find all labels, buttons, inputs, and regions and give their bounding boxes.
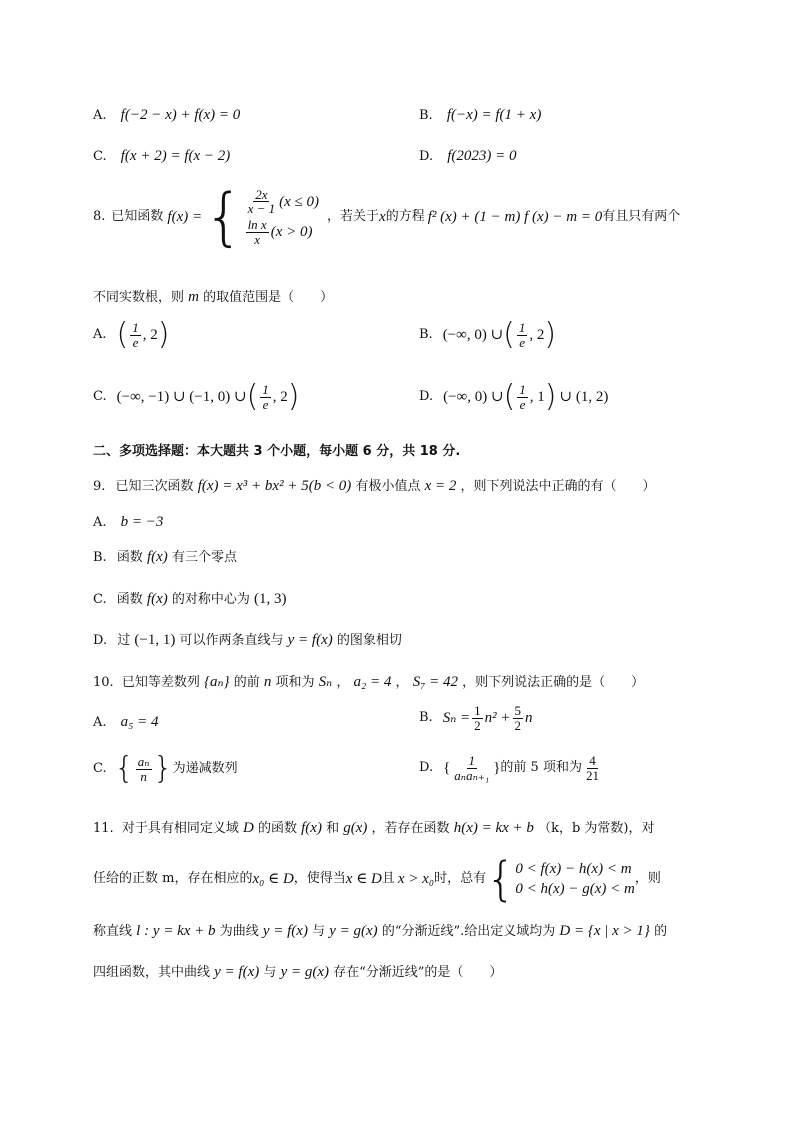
expression: y = g(x): [280, 964, 329, 980]
q9-stem: [93, 476, 656, 496]
fraction: $\frac{\text{aₙ}}{n}$: [137, 753, 150, 784]
fraction: $\frac{1}{e}$: [262, 381, 269, 412]
brace-icon: {: [443, 760, 451, 777]
interval-rest: , 2: [529, 326, 545, 343]
interval-prefix: (−∞, 0) ∪: [442, 326, 504, 343]
paren-close: ): [287, 379, 300, 414]
option-expr: f(−x) = f(1 + x): [446, 107, 542, 123]
option-label: C.: [93, 389, 107, 405]
stem-text: 项和为: [275, 675, 315, 690]
expression: y = f(x): [262, 923, 308, 939]
stem-text: （k，b 为常数)，对: [538, 821, 655, 836]
stem-text: ，则下列说法正确的是（ ）: [462, 675, 645, 690]
stem-text: 的函数: [257, 821, 297, 836]
option-expr: a₅ = 4: [120, 714, 159, 730]
stem-text: 的“分渐近线”.给出定义域均为: [381, 924, 556, 939]
option-text: 过: [117, 633, 131, 648]
stem-text: ，若关于: [327, 209, 380, 225]
fraction: $\frac{5}{2}$: [514, 703, 522, 733]
expression: x = 2: [424, 478, 457, 494]
option-expr: b = −3: [120, 514, 164, 530]
brace-icon: }: [153, 751, 173, 786]
interval-rest: , 2: [272, 388, 288, 405]
option-label: B.: [93, 550, 107, 565]
interval-rest: , 1: [529, 388, 545, 405]
expression: {aₙ}: [203, 674, 230, 690]
option-label: B.: [419, 710, 433, 726]
inequality-system: [515, 859, 635, 900]
fraction: $\frac{1}{e}$: [132, 319, 139, 350]
option-text: 为递减数列: [172, 761, 238, 777]
inequality: 0 < h(x) − g(x) < m: [515, 881, 635, 897]
q9-option-b: [93, 547, 237, 567]
option-text: 可以作两条直线与: [179, 633, 284, 648]
paren-open: (: [503, 317, 515, 352]
inequality: 0 < f(x) − h(x) < m: [515, 860, 632, 877]
option-text: 函数: [116, 592, 143, 607]
expression: y = f(x): [214, 964, 260, 980]
option-text: 函数: [116, 550, 143, 565]
question-number: 9.: [93, 479, 106, 494]
stem-text: 为曲线: [219, 924, 259, 939]
stem-text: 和: [326, 821, 340, 836]
stem-text: 有且只有两个: [602, 209, 681, 225]
interval-suffix: ∪ (1, 2): [559, 388, 609, 405]
stem-text: ，使得当: [293, 871, 346, 887]
expression: x₀ ∈ D: [252, 870, 294, 887]
stem-text: 与: [263, 965, 277, 980]
q7-option-a: [93, 105, 240, 125]
stem-text: 有极小值点: [355, 479, 421, 494]
condition: (x > 0): [270, 224, 313, 241]
expression: x ∈ D: [345, 870, 382, 887]
stem-text: 对于具有相同定义域: [121, 821, 239, 836]
brace-icon: {: [204, 180, 244, 253]
stem-text: 已知三次函数: [115, 479, 194, 494]
expression: S₇ = 42: [412, 674, 459, 690]
expression: l : y = kx + b: [136, 923, 216, 939]
expression: f(x): [301, 820, 322, 836]
q10-option-a: [93, 712, 159, 732]
stem-text: ，则下列说法中正确的有（ ）: [460, 479, 656, 494]
punct: ，: [395, 675, 409, 690]
paren-open: (: [246, 379, 259, 414]
condition: (x ≤ 0): [279, 193, 319, 210]
q11-line-4: [93, 962, 502, 982]
paren-open: (: [503, 379, 516, 414]
q8-option-d: [419, 379, 609, 414]
option-expr: f(x + 2) = f(x − 2): [120, 148, 231, 164]
option-text: 的前 5 项和为: [500, 760, 582, 776]
case-2: [244, 218, 319, 246]
q10-stem: [93, 672, 644, 692]
q9-option-c: [93, 589, 287, 609]
stem-text: 四组函数，其中曲线: [93, 965, 211, 980]
q7-option-d: [419, 146, 517, 166]
paren-close: ): [544, 317, 557, 352]
q11-line-3: [93, 921, 667, 941]
q8-option-a: [93, 317, 170, 352]
stem-text: 的方程: [385, 209, 425, 225]
option-text: 的对称中心为: [171, 592, 250, 607]
case-1: [244, 188, 319, 216]
paren-close: ): [544, 379, 557, 414]
fraction: $\frac{4}{21}$: [585, 753, 599, 783]
expression: y = f(x): [287, 632, 333, 648]
variable: D: [242, 820, 254, 836]
option-text: 的图象相切: [336, 633, 402, 648]
fraction: $\frac{\text{ln x}}{x}$: [247, 217, 267, 247]
stem-text: 称直线: [93, 924, 133, 939]
q9-option-a: [93, 512, 163, 532]
expression: y = g(x): [329, 923, 378, 939]
interval-rest: , 2: [142, 326, 158, 343]
expression: n: [525, 710, 533, 727]
expression: x > x₀: [397, 870, 435, 887]
expression: f(x): [146, 549, 168, 565]
stem-text: 不同实数根，则: [93, 290, 185, 305]
stem-text: ，若存在函数: [371, 821, 450, 836]
expression: h(x) = kx + b: [453, 820, 534, 836]
q8-stem: [93, 180, 681, 253]
option-expr: f(−2 − x) + f(x) = 0: [120, 107, 241, 123]
variable: m: [188, 289, 199, 305]
q10-option-d: [419, 754, 603, 782]
expression: (−1, 1): [134, 632, 176, 648]
option-label: B.: [419, 327, 433, 343]
q11-line-2: [93, 852, 661, 906]
stem-text: 任给的正数 m，存在相应的: [93, 871, 253, 887]
option-label: D.: [419, 389, 434, 405]
expression: f(x) = x³ + bx² + 5(b < 0): [197, 478, 352, 494]
option-label: D.: [93, 633, 108, 648]
expression: f(x): [146, 591, 168, 607]
stem-text: 已知等差数列: [121, 675, 200, 690]
stem-text: 已知函数: [111, 209, 164, 225]
brace-icon: }: [493, 760, 501, 777]
variable: x: [379, 208, 386, 225]
option-label: A.: [93, 327, 107, 343]
q7-option-c: [93, 146, 230, 166]
function-name: f(x) =: [167, 208, 203, 225]
q8-option-b: [419, 317, 557, 352]
piecewise-cases: [244, 188, 319, 247]
variable: n: [263, 674, 272, 690]
stem-text: 的前: [233, 675, 260, 690]
equation: f² (x) + (1 − m) f (x) − m = 0: [427, 208, 603, 225]
option-label: B.: [419, 108, 433, 123]
q8-option-c: [93, 379, 300, 414]
fraction: $\frac{1}{e}$: [518, 319, 526, 350]
q10-option-b: [419, 704, 533, 732]
expression: n² +: [484, 710, 511, 727]
question-number: 8.: [93, 209, 106, 225]
option-label: C.: [93, 592, 107, 607]
stem-text: 存在“分渐近线”的是（ ）: [333, 965, 503, 980]
fraction: $\frac{1}{2}$: [474, 703, 481, 733]
brace-icon: {: [486, 852, 516, 906]
expression: (1, 3): [254, 591, 287, 607]
option-label: C.: [93, 761, 107, 777]
punct: ，: [336, 675, 350, 690]
expression: g(x): [343, 820, 368, 836]
option-label: A.: [93, 515, 107, 530]
stem-text: 时，总有: [434, 871, 487, 887]
interval-prefix: (−∞, −1) ∪ (−1, 0) ∪: [116, 388, 247, 405]
question-number: 11.: [93, 821, 114, 836]
q9-option-d: [93, 630, 402, 650]
option-label: C.: [93, 149, 107, 164]
question-number: 10.: [93, 675, 114, 690]
expression: Sₙ =: [442, 710, 471, 727]
q10-option-c: [93, 751, 238, 786]
interval-prefix: (−∞, 0) ∪: [443, 388, 504, 405]
q8-stem-line2: [93, 287, 333, 307]
expression: D = {x | x > 1}: [559, 923, 650, 939]
paren-close: ): [157, 317, 170, 352]
fraction: $\frac{2x}{x - 1}$: [247, 186, 276, 217]
stem-text: ，则: [634, 871, 661, 887]
expression: Sₙ: [318, 674, 333, 690]
q11-line-1: [93, 818, 654, 838]
brace-icon: {: [114, 751, 134, 786]
stem-text: 与: [312, 924, 326, 939]
section-heading: 二、多项选择题：本大题共 3 个小题，每小题 6 分，共 18 分.: [93, 444, 461, 459]
option-label: D.: [419, 149, 434, 164]
option-expr: f(2023) = 0: [447, 148, 517, 164]
option-label: A.: [93, 108, 107, 123]
option-label: D.: [419, 760, 434, 776]
fraction: $\frac{1}{e}$: [519, 381, 526, 412]
paren-open: (: [116, 317, 129, 352]
option-text: 有三个零点: [171, 550, 237, 565]
stem-text: 且: [381, 871, 395, 887]
q7-option-b: [419, 105, 541, 125]
stem-text: 的: [654, 924, 668, 939]
expression: a₂ = 4: [353, 674, 392, 690]
option-label: A.: [93, 715, 107, 730]
stem-text: 的取值范围是（ ）: [203, 290, 334, 305]
fraction: $\frac{1}{\text{aₙaₙ₊₁}}$: [454, 753, 490, 783]
